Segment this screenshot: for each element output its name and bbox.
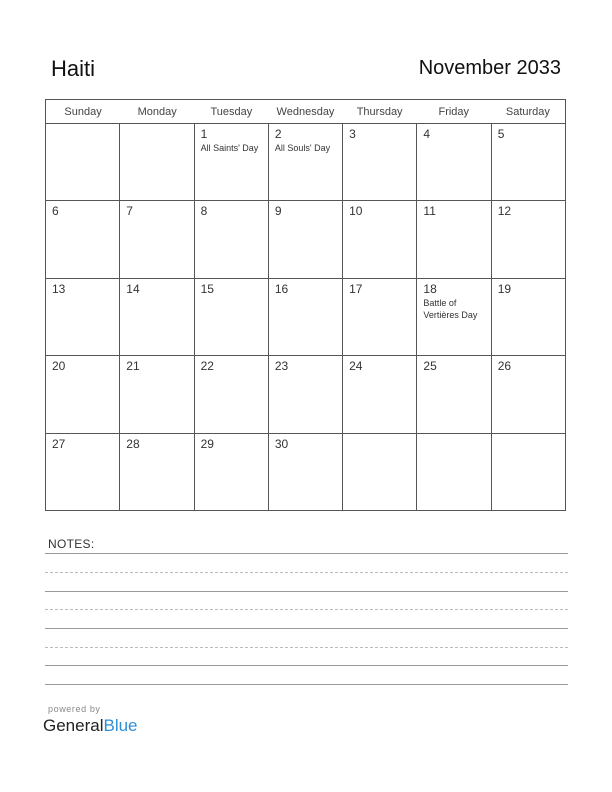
day-number: 19 <box>497 281 512 296</box>
day-number: 21 <box>126 359 140 374</box>
brand-general: General <box>43 716 104 735</box>
day-number: 15 <box>200 281 214 296</box>
day-cell <box>268 124 342 200</box>
day-number: 4 <box>423 127 431 141</box>
day-number: 28 <box>126 436 140 451</box>
day-cell <box>119 124 193 200</box>
calendar-weeks <box>46 124 565 510</box>
day-cell <box>119 279 193 355</box>
day-cell <box>416 434 490 510</box>
day-cell <box>119 201 193 277</box>
day-number: 26 <box>497 359 512 374</box>
day-cell <box>491 279 565 355</box>
notes-line <box>45 591 568 592</box>
day-number: 16 <box>274 281 289 296</box>
day-cell <box>46 356 119 432</box>
day-cell <box>194 124 268 200</box>
day-cell <box>268 279 342 355</box>
dow-thursday: Thursday <box>356 106 403 118</box>
month-title: November 2033 <box>418 57 561 79</box>
day-cell <box>342 434 416 510</box>
week-row <box>46 355 565 432</box>
day-number: 17 <box>349 281 363 296</box>
notes-line <box>45 647 568 648</box>
day-number: 23 <box>274 359 289 374</box>
dow-sunday: Sunday <box>64 106 102 118</box>
day-cell <box>342 356 416 432</box>
notes-line <box>45 572 568 573</box>
day-cell <box>119 434 193 510</box>
day-cell <box>46 201 119 277</box>
dow-saturday: Saturday <box>505 106 550 118</box>
notes-line <box>45 553 568 554</box>
day-cell <box>119 356 193 432</box>
day-of-week-header <box>46 100 565 124</box>
generalblue-logo[interactable] <box>43 716 138 736</box>
day-number: 8 <box>200 204 208 219</box>
brand-blue: Blue <box>103 716 138 735</box>
day-cell <box>194 434 268 510</box>
day-cell <box>416 124 490 200</box>
week-row <box>46 433 565 510</box>
holiday-label: All Saints' Day <box>200 143 259 153</box>
country-title: Haiti <box>51 56 96 81</box>
day-number: 13 <box>52 281 66 296</box>
dow-wednesday: Wednesday <box>276 106 335 118</box>
day-cell <box>491 356 565 432</box>
day-number: 9 <box>274 204 282 219</box>
day-cell <box>491 434 565 510</box>
notes-label: NOTES: <box>48 537 95 551</box>
notes-line <box>45 684 568 685</box>
week-row <box>46 124 565 200</box>
day-cell <box>491 201 565 277</box>
day-number: 30 <box>274 436 289 451</box>
dow-monday: Monday <box>137 106 177 118</box>
notes-line <box>45 609 568 610</box>
day-number: 22 <box>200 359 214 374</box>
day-cell <box>342 279 416 355</box>
notes-line <box>45 665 568 666</box>
day-cell <box>342 201 416 277</box>
day-cell <box>194 201 268 277</box>
day-number: 29 <box>200 436 214 451</box>
calendar-grid <box>45 99 566 511</box>
day-number: 11 <box>423 204 436 219</box>
day-cell <box>46 434 119 510</box>
day-cell <box>194 279 268 355</box>
day-cell <box>268 356 342 432</box>
day-cell <box>46 279 119 355</box>
powered-by-text: powered by <box>48 704 101 714</box>
notes-line <box>45 628 568 629</box>
week-row <box>46 278 565 355</box>
day-number: 12 <box>497 204 512 219</box>
holiday-label: Battle of Vertières Day <box>423 297 478 320</box>
day-number: 2 <box>274 127 282 141</box>
dow-tuesday: Tuesday <box>210 106 253 118</box>
day-cell <box>268 434 342 510</box>
day-number: 6 <box>52 204 59 219</box>
dow-friday: Friday <box>438 106 470 118</box>
day-number: 3 <box>349 127 356 141</box>
day-number: 7 <box>126 204 133 219</box>
day-number: 14 <box>126 281 140 296</box>
day-number: 25 <box>423 359 437 374</box>
day-cell <box>416 201 490 277</box>
day-number: 27 <box>52 436 66 451</box>
day-cell <box>491 124 565 200</box>
day-cell <box>194 356 268 432</box>
day-number: 5 <box>497 127 505 141</box>
day-cell <box>46 124 119 200</box>
day-number: 10 <box>349 204 363 219</box>
day-cell <box>342 124 416 200</box>
holiday-label: All Souls' Day <box>274 143 331 153</box>
day-number: 24 <box>349 359 363 374</box>
day-cell <box>416 279 490 355</box>
day-number: 20 <box>52 359 66 374</box>
day-cell <box>416 356 490 432</box>
day-number: 18 <box>423 281 437 296</box>
day-number: 1 <box>200 127 208 141</box>
day-cell <box>268 201 342 277</box>
week-row <box>46 200 565 277</box>
